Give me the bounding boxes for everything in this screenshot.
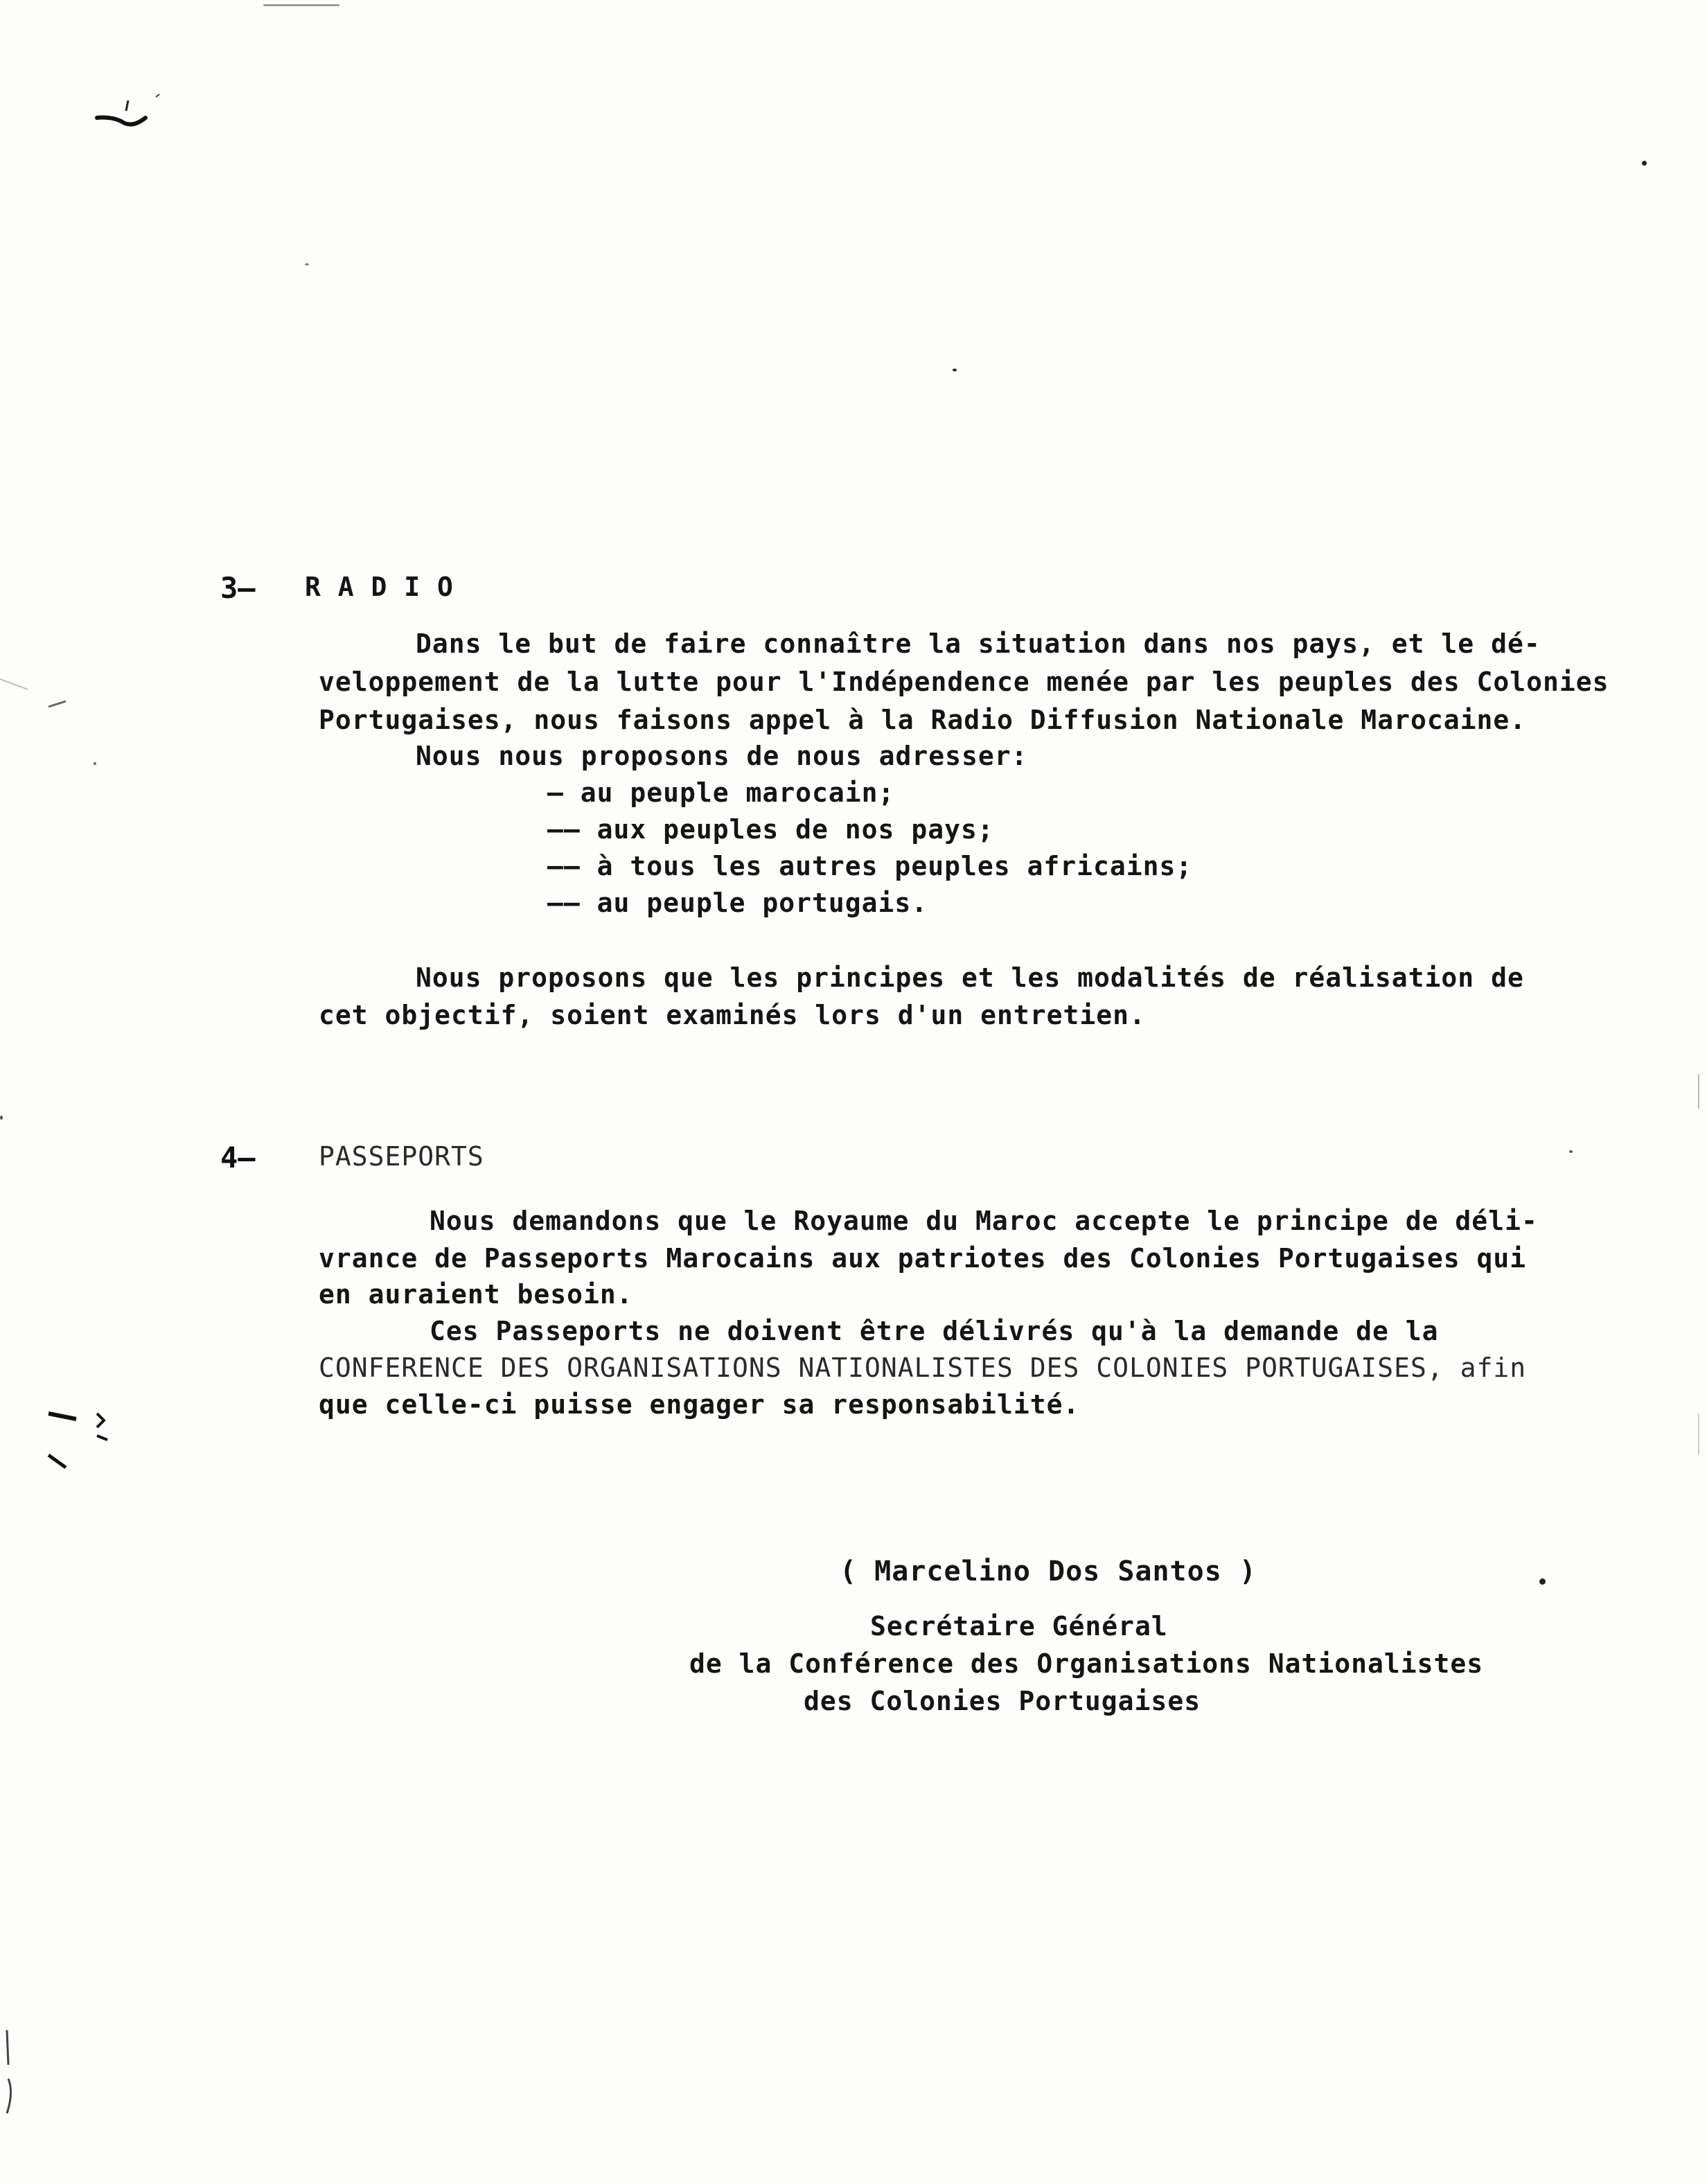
section-4-paragraph-1-line-1: Nous demandons que le Royaume du Maroc accepte le principe de déli-	[430, 1206, 1538, 1236]
section-4-number: 4—	[220, 1141, 256, 1174]
margin-mark-icon	[0, 651, 83, 734]
scan-speck	[1642, 161, 1647, 166]
margin-mark-icon	[28, 1400, 125, 1483]
section-3-paragraph-3-line-2: cet objectif, soient examinés lors d'un entretien.	[319, 1000, 1146, 1030]
margin-mark-icon	[0, 2023, 21, 2127]
scan-speck	[1569, 1150, 1573, 1153]
section-4-paragraph-1-line-3: en auraient besoin.	[319, 1279, 633, 1310]
section-3-paragraph-1-line-2: veloppement de la lutte pour l'Indépendence menée par les peuples des Colonies	[319, 667, 1609, 697]
section-3-paragraph-2-intro: Nous nous proposons de nous adresser:	[416, 741, 1028, 771]
section-3-list-item: —— à tous les autres peuples africains;	[547, 851, 1193, 881]
section-4-paragraph-2-line-3: que celle-ci puisse engager sa responsabilité.	[319, 1389, 1080, 1420]
signature-role: Secrétaire Général	[870, 1611, 1168, 1641]
scan-speck	[94, 762, 96, 765]
section-3-paragraph-1-line-1: Dans le but de faire connaître la situation dans nos pays, et le dé-	[416, 628, 1541, 659]
scan-speck	[953, 369, 957, 371]
scan-speck	[0, 1116, 3, 1120]
signature-organization-line-2: des Colonies Portugaises	[804, 1686, 1201, 1716]
section-4-title: PASSEPORTS	[319, 1141, 484, 1172]
section-3-list-item: —— au peuple portugais.	[547, 888, 928, 918]
scan-speck	[305, 263, 309, 265]
section-4-paragraph-2-line-2: CONFERENCE DES ORGANISATIONS NATIONALISTES DES COLONIES PORTUGAISES, afin	[319, 1353, 1527, 1383]
section-3-list-item: —— aux peuples de nos pays;	[547, 814, 994, 845]
section-3-list-item: — au peuple marocain;	[547, 777, 895, 808]
scan-speck	[1539, 1578, 1546, 1585]
signature-organization-line-1: de la Conférence des Organisations Nationalistes	[689, 1648, 1484, 1679]
scan-speck	[263, 4, 339, 6]
signature-name: ( Marcelino Dos Santos )	[840, 1556, 1257, 1587]
section-4-paragraph-1-line-2: vrance de Passeports Marocains aux patriotes des Colonies Portugaises qui	[319, 1243, 1527, 1274]
section-4-paragraph-2-line-1: Ces Passeports ne doivent être délivrés qu'à la demande de la	[430, 1316, 1439, 1346]
section-3-paragraph-1-line-3: Portugaises, nous faisons appel à la Radio Diffusion Nationale Marocaine.	[319, 705, 1527, 735]
margin-mark-icon	[1689, 1067, 1707, 1483]
handwritten-mark-icon	[90, 83, 166, 139]
section-3-paragraph-3-line-1: Nous proposons que les principes et les modalités de réalisation de	[416, 962, 1524, 993]
section-3-title: R A D I O	[305, 572, 454, 602]
section-3-number: 3—	[220, 571, 256, 605]
